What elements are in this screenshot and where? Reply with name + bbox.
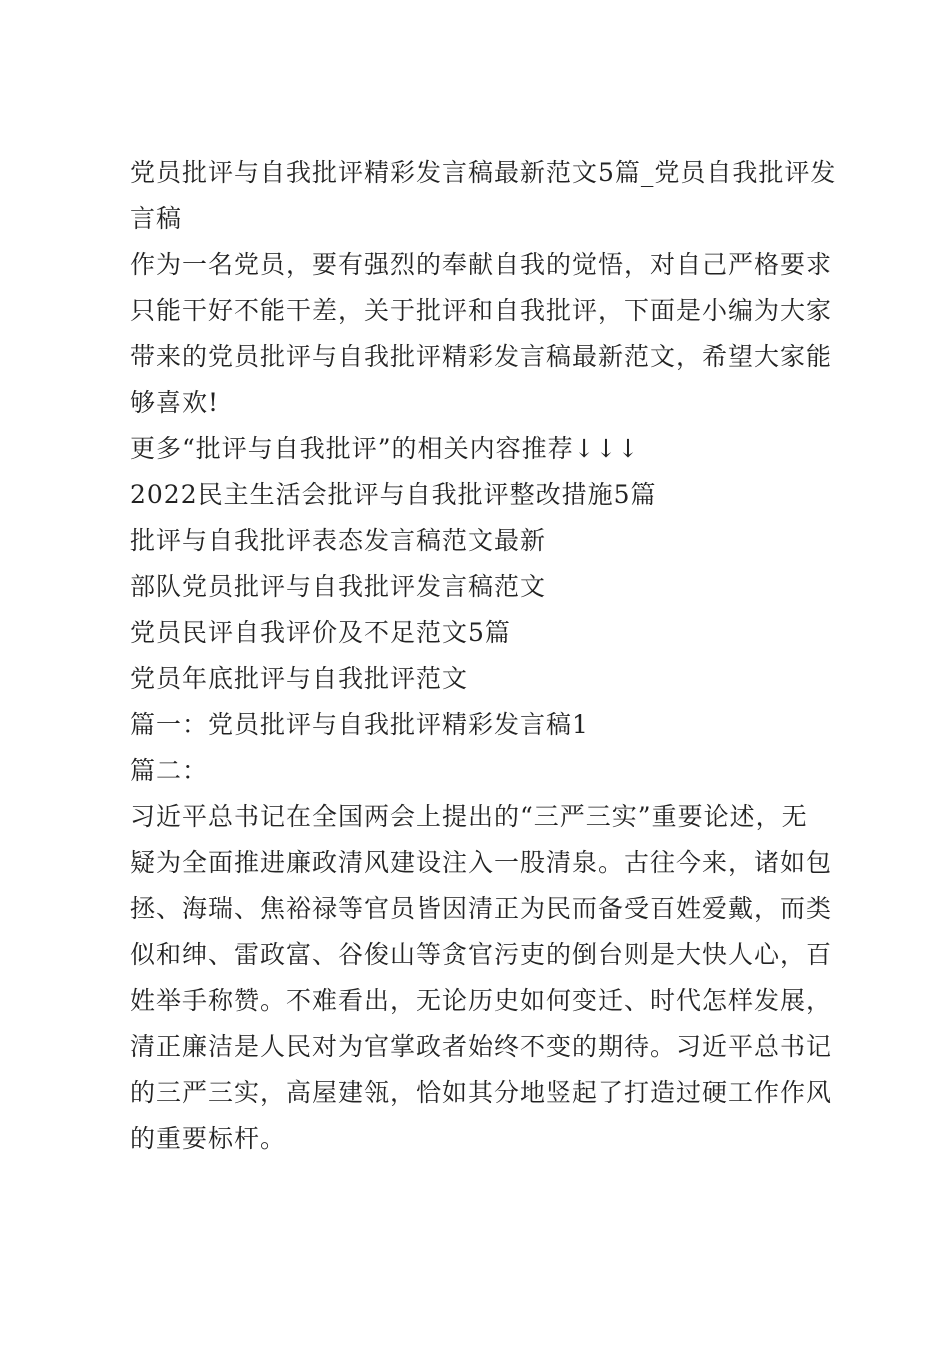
recommend-link[interactable]: 党员年底批评与自我批评范文 bbox=[130, 664, 469, 693]
intro-line: 够喜欢! bbox=[130, 388, 220, 417]
intro-paragraph bbox=[130, 242, 833, 426]
body-line: 清正廉洁是人民对为官掌政者始终不变的期待。习近平总书记 bbox=[130, 1032, 833, 1061]
body-line: 似和绅、雷政富、谷俊山等贪官污吏的倒台则是大快人心，百 bbox=[130, 940, 833, 969]
title-line: 言稿 bbox=[130, 204, 183, 233]
document-title bbox=[130, 150, 837, 242]
intro-line: 只能干好不能干差，关于批评和自我批评，下面是小编为大家 bbox=[130, 296, 833, 325]
recommend-link[interactable]: 部队党员批评与自我批评发言稿范文 bbox=[130, 572, 547, 601]
body-line: 拯、海瑞、焦裕禄等官员皆因清正为民而备受百姓爱戴，而类 bbox=[130, 894, 833, 923]
body-line: 的重要标杆。 bbox=[130, 1124, 287, 1153]
recommend-list bbox=[130, 472, 830, 702]
recommend-link[interactable]: 2022民主生活会批评与自我批评整改措施5篇 bbox=[130, 480, 657, 509]
document-content bbox=[130, 150, 837, 1162]
body-line: 姓举手称赞。不难看出，无论历史如何变迁、时代怎样发展， bbox=[130, 986, 833, 1015]
recommend-header: 更多“批评与自我批评”的相关内容推荐↓↓↓ bbox=[130, 434, 640, 463]
body-line: 的三严三实，高屋建瓴，恰如其分地竖起了打造过硬工作作风 bbox=[130, 1078, 833, 1107]
body-paragraph bbox=[130, 794, 833, 1162]
body-line: 疑为全面推进廉政清风建设注入一股清泉。古往今来，诸如包 bbox=[130, 848, 833, 877]
section-two-heading: 篇二： bbox=[130, 756, 209, 785]
section-one-heading: 篇一：党员批评与自我批评精彩发言稿1 bbox=[130, 710, 589, 739]
recommend-link[interactable]: 批评与自我批评表态发言稿范文最新 bbox=[130, 526, 547, 555]
intro-line: 作为一名党员，要有强烈的奉献自我的觉悟，对自己严格要求 bbox=[130, 250, 833, 279]
recommend-link[interactable]: 党员民评自我评价及不足范文5篇 bbox=[130, 618, 511, 647]
body-line: 习近平总书记在全国两会上提出的“三严三实”重要论述，无 bbox=[130, 802, 808, 831]
intro-line: 带来的党员批评与自我批评精彩发言稿最新范文，希望大家能 bbox=[130, 342, 833, 371]
title-line: 党员批评与自我批评精彩发言稿最新范文5篇_党员自我批评发 bbox=[130, 158, 837, 187]
